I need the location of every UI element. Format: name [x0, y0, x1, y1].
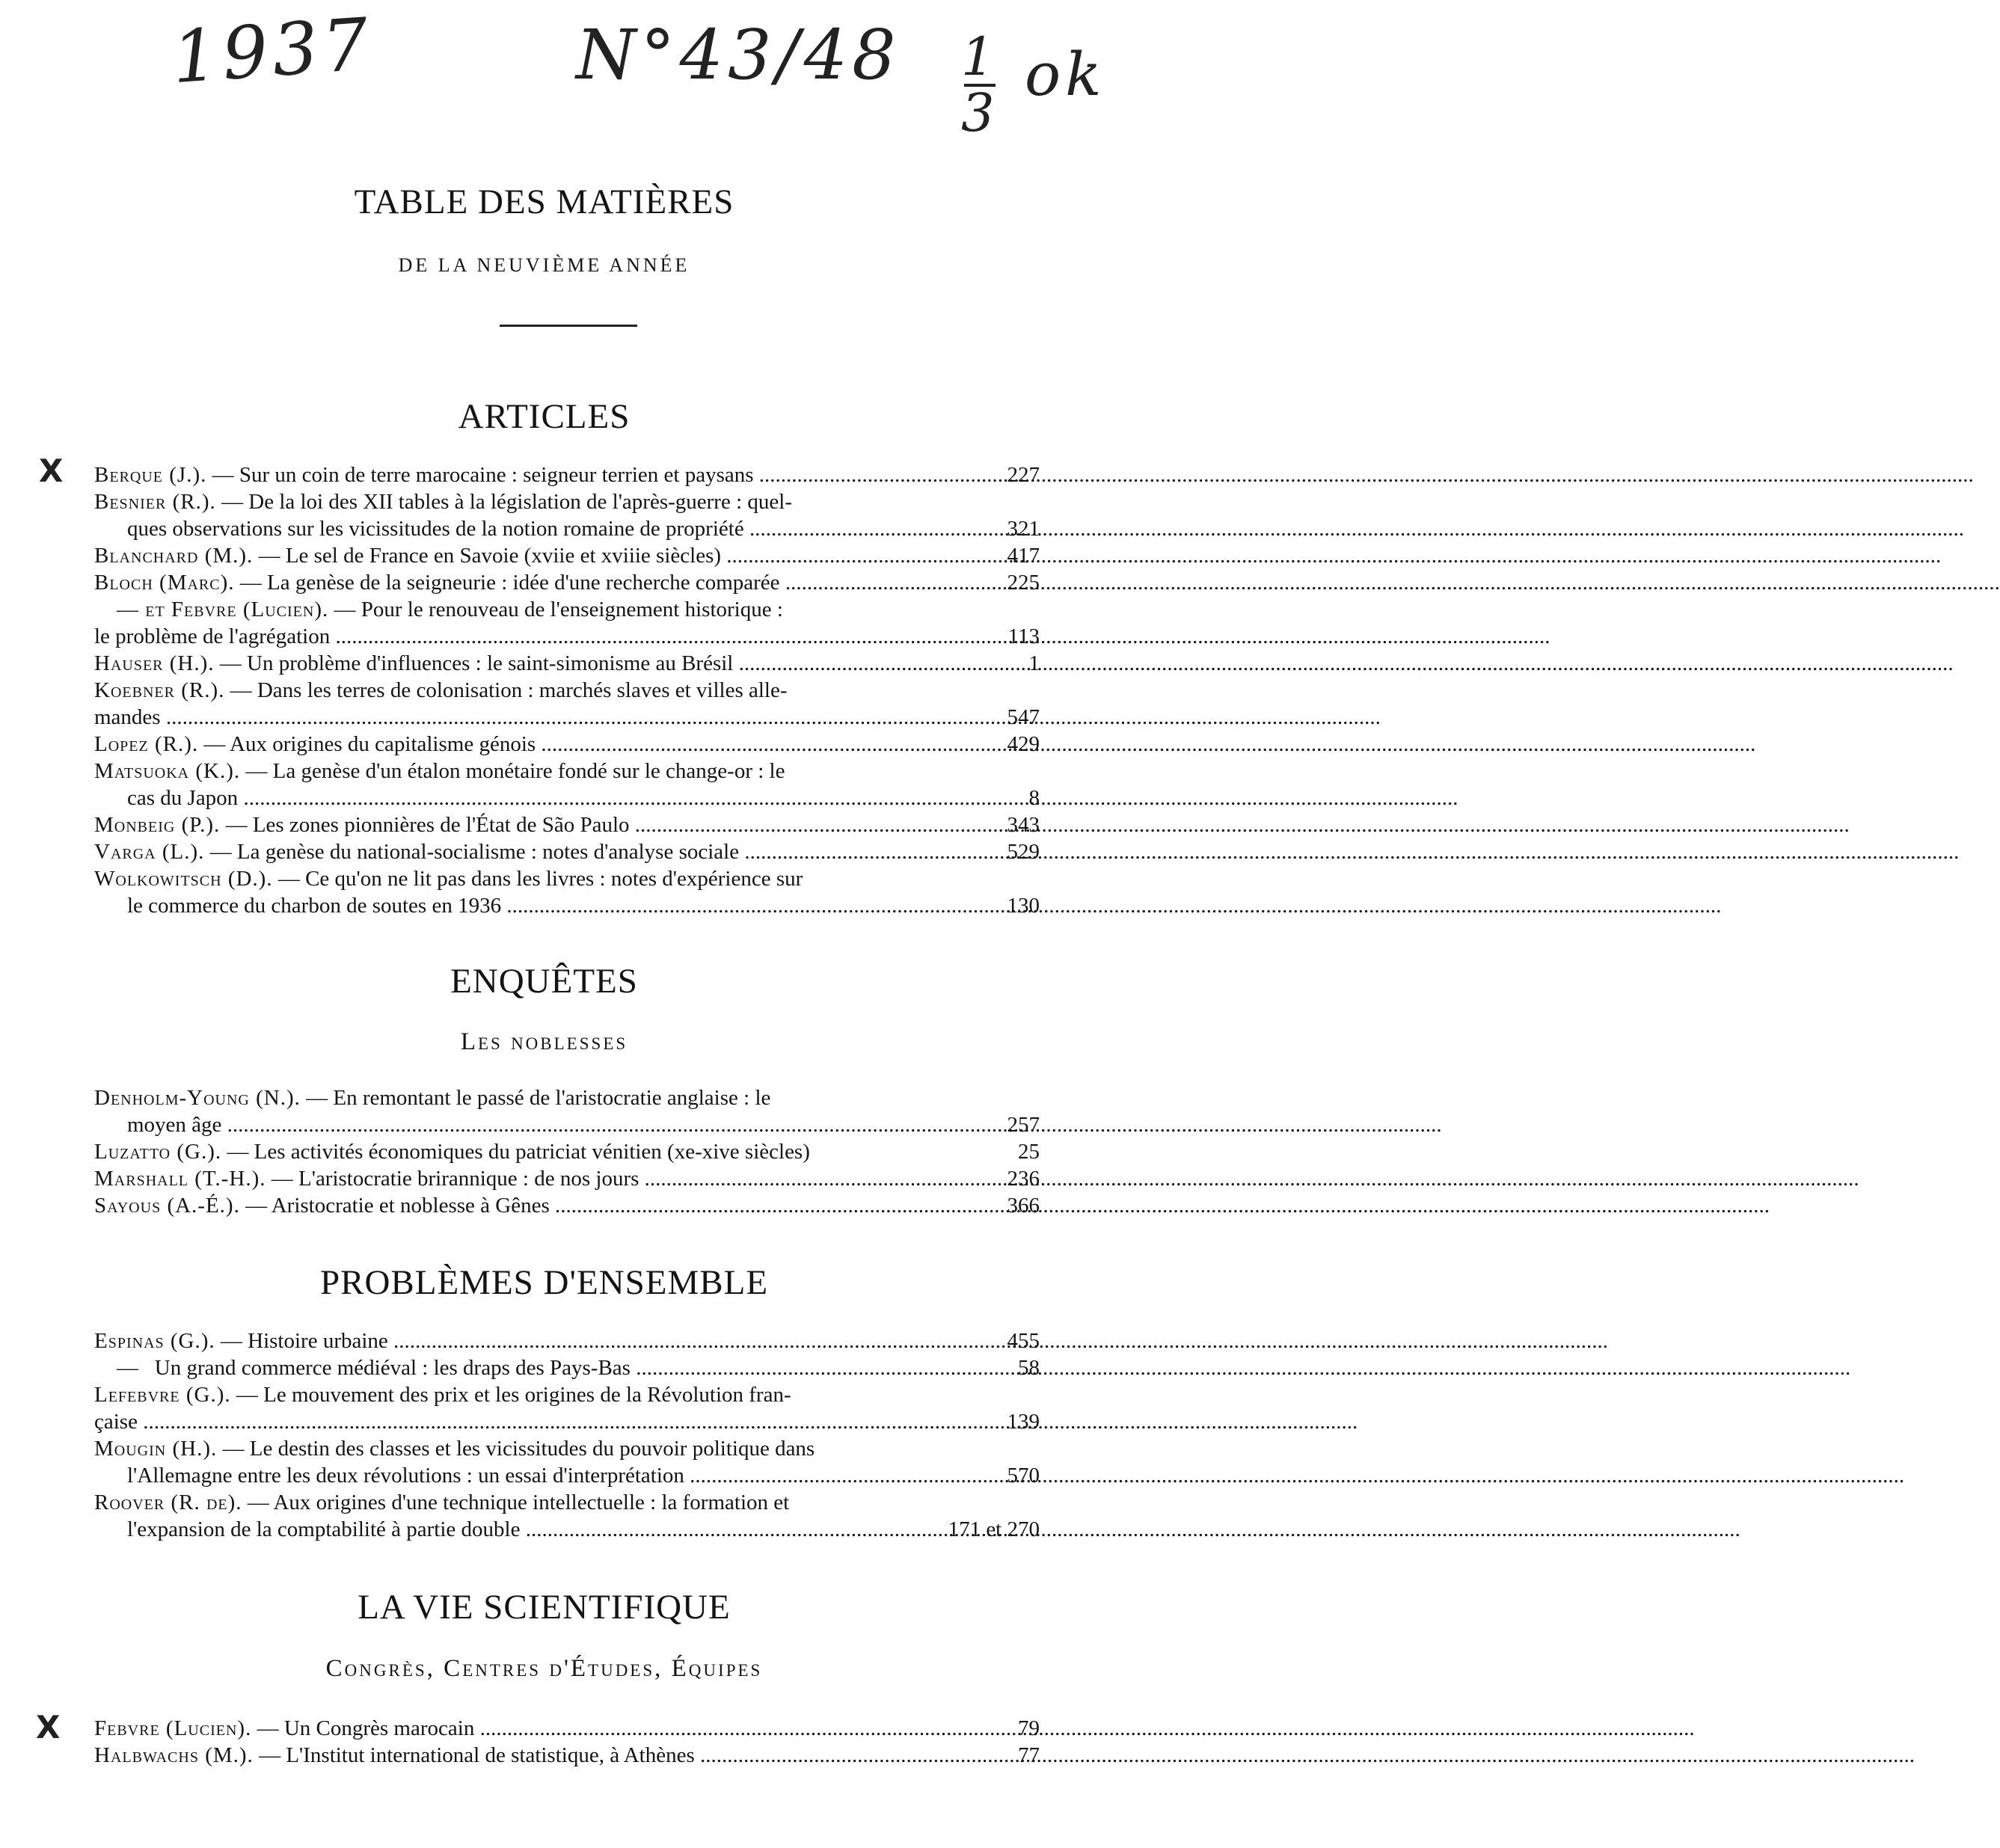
title-divider [500, 325, 637, 327]
page-title: TABLE DES MATIÈRES [354, 182, 734, 221]
section-title-problemes: PROBLÈMES D'ENSEMBLE [319, 1263, 769, 1302]
list-item: Varga (L.). — La genèse du national-socialisme : notes d'analyse sociale ..... 529 [94, 838, 1040, 865]
margin-cross-mark: X [36, 1709, 61, 1746]
list-item: Mougin (H.). — Le destin des classes et les vicissitudes du pouvoir politique dans l'Allemagne entre les deux révolutions : un essai d'interprétation ..... 570 [94, 1435, 1040, 1489]
articles-list [94, 461, 1040, 919]
list-item: Lopez (R.). — Aux origines du capitalisme génois ..... 429 [94, 731, 1040, 758]
list-item: Koebner (R.). — Dans les terres de colonisation : marchés slaves et villes alle- mandes ..... 547 [94, 677, 1040, 731]
handwritten-suffix: ok [1025, 40, 1106, 109]
section-title-articles: ARTICLES [458, 397, 631, 436]
page-subtitle: DE LA NEUVIÈME ANNÉE [398, 254, 690, 276]
enquetes-list [94, 1084, 1040, 1219]
list-item: Monbeig (P.). — Les zones pionnières de l'État de São Paulo ..... 343 [94, 811, 1040, 838]
list-item: Espinas (G.). — Histoire urbaine ..... 455 [94, 1327, 1040, 1354]
fraction-bottom: 3 [961, 82, 999, 144]
list-item: Febvre (Lucien). — Un Congrès marocain ..... 79 [94, 1715, 1040, 1742]
section-subtitle-congres: Congrès, Centres d'Études, Équipes [325, 1655, 763, 1682]
list-item: Blanchard (M.). — Le sel de France en Savoie (xviie et xviiie siècles) ..... 417 [94, 542, 1040, 569]
handwritten-year: 1937 [169, 1, 375, 100]
list-item: Lefebvre (G.). — Le mouvement des prix et les origines de la Révolution fran- çaise ..... 139 [94, 1381, 1040, 1435]
list-item: Berque (J.). — Sur un coin de terre marocaine : seigneur terrien et paysans ..... 227 [94, 461, 1040, 488]
vie-list [94, 1715, 1040, 1769]
section-subtitle-noblesses: Les noblesses [460, 1028, 628, 1055]
problemes-list [94, 1327, 1040, 1543]
list-item: Denholm-Young (N.). — En remontant le passé de l'aristocratie anglaise : le moyen âge ..... 257 [94, 1084, 1040, 1138]
fraction-top: 1 [961, 26, 999, 88]
margin-cross-mark: X [39, 452, 64, 489]
list-item: Hauser (H.). — Un problème d'influences : le saint-simonisme au Brésil ..... 1 [94, 650, 1040, 677]
list-item: Marshall (T.-H.). — L'aristocratie brirannique : de nos jours ..... 236 [94, 1165, 1040, 1192]
list-item: Bloch (Marc). — La genèse de la seigneurie : idée d'une recherche comparée ..... 225 [94, 569, 1040, 596]
handwritten-fraction [961, 26, 999, 144]
list-item: Halbwachs (M.). — L'Institut international de statistique, à Athènes ..... 77 [94, 1742, 1040, 1769]
list-item: Roover (R. de). — Aux origines d'une technique intellectuelle : la formation et l'expansion de la comptabilité à partie double ..... 171 et 270 [94, 1489, 1040, 1543]
section-title-vie-scientifique: LA VIE SCIENTIFIQUE [358, 1588, 731, 1627]
list-item: Wolkowitsch (D.). — Ce qu'on ne lit pas dans les livres : notes d'expérience sur le commerce du charbon de soutes en 1936 ..... 130 [94, 865, 1040, 919]
list-item: Luzatto (G.). — Les activités économiques du patriciat vénitien (xe-xive siècles) 25 [94, 1140, 1040, 1164]
section-title-enquetes: ENQUÊTES [450, 962, 638, 1001]
list-item: Besnier (R.). — De la loi des XII tables à la législation de l'après-guerre : quel- ques observations sur les vicissitudes de la notion romaine de propriété ..... 321 [94, 488, 1040, 542]
list-item: Sayous (A.-É.). — Aristocratie et noblesse à Gênes ..... 366 [94, 1192, 1040, 1219]
handwritten-number: N°43/48 [576, 15, 901, 95]
list-item: — et Febvre (Lucien). — Pour le renouveau de l'enseignement historique : le problème de l'agrégation ..... 113 [94, 596, 1040, 650]
list-item: — Un grand commerce médiéval : les draps des Pays-Bas ..... 58 [94, 1354, 1040, 1381]
list-item: Matsuoka (K.). — La genèse d'un étalon monétaire fondé sur le change-or : le cas du Japon ..... 8 [94, 758, 1040, 811]
